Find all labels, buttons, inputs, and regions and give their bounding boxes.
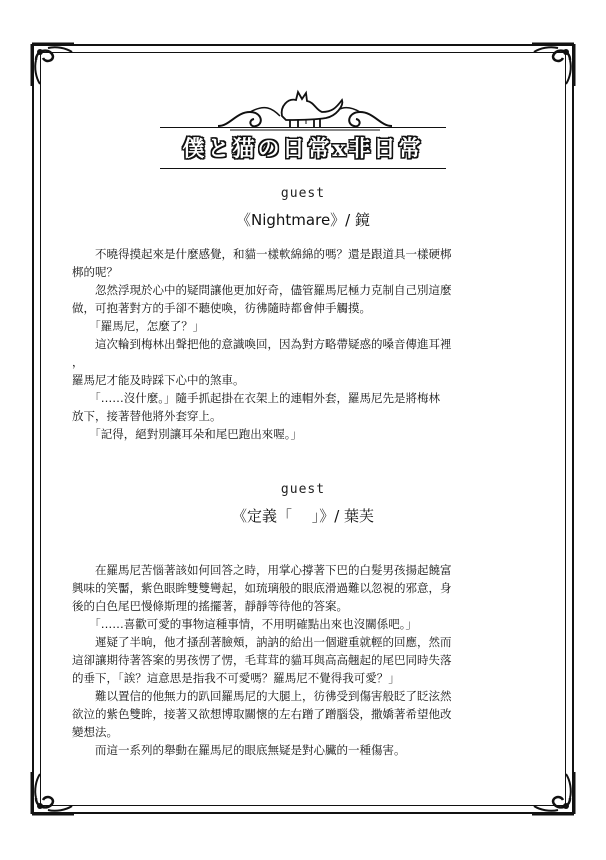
corner-ornament-bottom-left bbox=[26, 766, 80, 820]
text-line: 這卻讓期待著答案的男孩愣了愣，毛茸茸的貓耳與高高翹起的尾巴同時失落 bbox=[72, 653, 452, 667]
text-line: 變想法。 bbox=[72, 725, 118, 739]
work-title: 《定義「 」》/ 葉芙 bbox=[231, 507, 375, 525]
text-line: 後的白色尾巴慢條斯理的搖擺著，靜靜等待他的答案。 bbox=[72, 599, 348, 613]
text-line: 忽然浮現於心中的疑問讓他更加好奇，儘管羅馬尼極力克制自己別這麼 bbox=[72, 283, 452, 297]
text-line: 難以置信的他無力的趴回羅馬尼的大腿上，彷彿受到傷害般眨了眨泫然 bbox=[72, 689, 452, 703]
text-line: ， bbox=[72, 355, 84, 369]
series-title: 僕と猫の日常x非日常 bbox=[182, 135, 424, 162]
text-line: 「……喜歡可愛的事物這種事情，不用明確點出來也沒關係吧。」 bbox=[72, 617, 417, 631]
text-line: 「記得，絕對別讓耳朵和尾巴跑出來喔。」 bbox=[72, 427, 302, 441]
text-line: 興味的笑靨，紫色眼眸雙雙彎起，如琉璃般的眼底滑過難以忽視的邪意，身 bbox=[72, 581, 452, 595]
text-line: 「羅馬尼，怎麼了？」 bbox=[72, 319, 205, 333]
text-line: 羅馬尼才能及時踩下心中的煞車。 bbox=[72, 373, 245, 387]
corner-ornament-top-left bbox=[26, 38, 80, 92]
guest-label: guest bbox=[280, 482, 326, 497]
text-line: 的垂下，「誒？這意思是指我不可愛嗎？羅馬尼不覺得我可愛？」 bbox=[72, 671, 400, 685]
text-line: 而這一系列的舉動在羅馬尼的眼底無疑是對心臟的一種傷害。 bbox=[72, 743, 406, 757]
title-bottom-rule bbox=[160, 168, 446, 169]
corner-ornament-top-right bbox=[526, 38, 580, 92]
text-line: 遲疑了半晌，他才搔刮著臉頰，訥訥的給出一個避重就輕的回應，然而 bbox=[72, 635, 452, 649]
text-line: 在羅馬尼苦惱著該如何回答之時，用掌心撐著下巴的白髮男孩揚起饒富 bbox=[72, 563, 452, 577]
corner-ornament-bottom-right bbox=[526, 766, 580, 820]
text-line: 做，可抱著對方的手卻不聽使喚，彷彿隨時都會伸手觸摸。 bbox=[72, 301, 371, 315]
text-line: 這次輪到梅林出聲把他的意識喚回，因為對方略帶疑惑的嗓音傳進耳裡 bbox=[72, 337, 452, 351]
text-line: 「……沒什麼。」隨手抓起掛在衣架上的連帽外套，羅馬尼先是將梅林 bbox=[72, 391, 440, 405]
text-line: 欲泣的紫色雙眸，接著又欲想博取關懷的左右蹭了蹭腦袋，撒嬌著希望他改 bbox=[72, 707, 452, 721]
guest-label: guest bbox=[280, 186, 326, 201]
work-title: 《Nightmare》/ 鏡 bbox=[236, 211, 370, 229]
text-line: 放下，接著替他將外套穿上。 bbox=[72, 409, 222, 423]
text-line: 梆的呢？ bbox=[72, 265, 118, 279]
text-line: 不曉得摸起來是什麼感覺，和貓一樣軟綿綿的嗎？還是跟道具一樣硬梆 bbox=[72, 247, 452, 261]
